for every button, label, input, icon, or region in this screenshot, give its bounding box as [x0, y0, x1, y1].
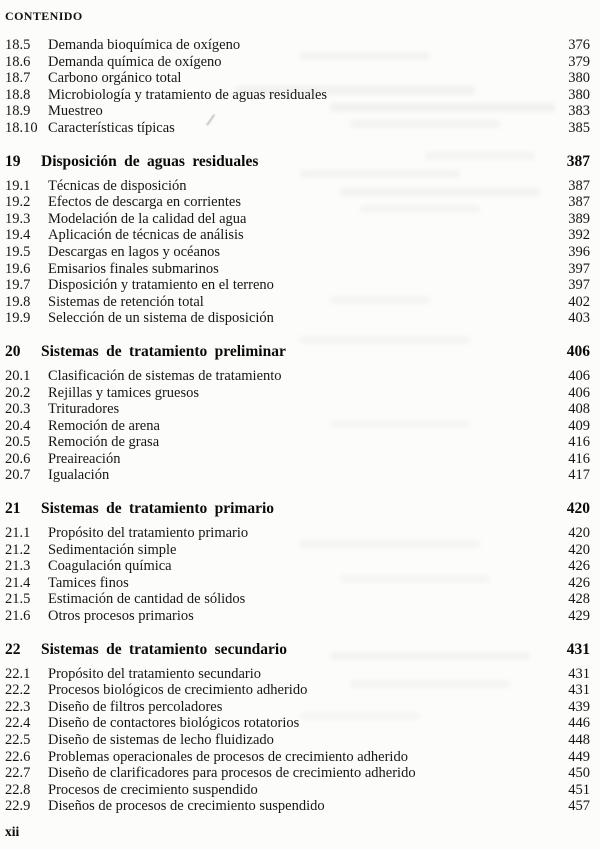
- entry-page-number: 402: [568, 293, 590, 310]
- entry-number: 21.1: [5, 525, 31, 542]
- entry-number: 22.8: [5, 781, 31, 798]
- toc-entry-row: [5, 699, 590, 716]
- entry-title: Diseño de contactores biológicos rotatorios: [48, 715, 300, 732]
- entry-title: Coagulación química: [48, 558, 172, 575]
- entry-title: Estimación de cantidad de sólidos: [48, 591, 246, 608]
- toc-entry-row: [5, 666, 590, 683]
- chapter-title: Sistemas de tratamiento primario: [41, 500, 275, 518]
- chapter-number: 22: [5, 640, 21, 658]
- entry-number: 22.1: [5, 665, 31, 682]
- entry-number: 20.7: [5, 467, 31, 484]
- toc-entry-row: [5, 103, 590, 120]
- entry-title: Remoción de grasa: [48, 434, 160, 451]
- entry-title: Muestreo: [48, 103, 103, 120]
- entry-title: Propósito del tratamiento primario: [48, 525, 249, 542]
- entry-page-number: 439: [568, 698, 590, 715]
- toc-entry-row: [5, 401, 590, 418]
- chapter-title: Sistemas de tratamiento preliminar: [41, 342, 286, 360]
- toc-entry-row: [5, 682, 590, 699]
- toc-entry-row: [5, 542, 590, 559]
- entry-number: 18.7: [5, 70, 31, 87]
- entry-number: 19.1: [5, 177, 31, 194]
- entry-page-number: 417: [568, 467, 590, 484]
- toc-section: [5, 343, 590, 484]
- entry-number: 21.6: [5, 608, 31, 625]
- entry-page-number: 376: [568, 37, 590, 53]
- entry-title: Procesos biológicos de crecimiento adherido: [48, 682, 308, 699]
- toc-entry-row: [5, 715, 590, 732]
- entry-page-number: 406: [568, 367, 590, 384]
- toc-entry-row: [5, 782, 590, 799]
- entry-page-number: 450: [568, 765, 590, 782]
- entry-number: 22.6: [5, 748, 31, 765]
- chapter-page-number: 387: [566, 152, 590, 170]
- toc-entry-row: [5, 368, 590, 385]
- toc-chapter-row: [5, 500, 590, 520]
- entry-page-number: 403: [568, 310, 590, 327]
- entry-title: Características típicas: [48, 119, 175, 136]
- entry-page-number: 383: [568, 103, 590, 120]
- entry-number: 18.5: [5, 37, 31, 53]
- entry-page-number: 420: [568, 541, 590, 558]
- entry-number: 21.3: [5, 558, 31, 575]
- entry-title: Rejillas y tamices gruesos: [48, 384, 200, 401]
- entry-title: Sistemas de retención total: [48, 293, 204, 310]
- entry-title: Preaireación: [48, 450, 121, 467]
- entry-number: 20.3: [5, 401, 31, 418]
- entry-title: Disposición y tratamiento en el terreno: [48, 277, 274, 294]
- toc-entry-row: [5, 434, 590, 451]
- entry-page-number: 397: [568, 277, 590, 294]
- chapter-page-number: 406: [566, 342, 590, 360]
- entry-title: Demanda bioquímica de oxígeno: [48, 37, 241, 53]
- entry-page-number: 406: [568, 384, 590, 401]
- toc-entry-row: [5, 608, 590, 625]
- toc-entry-row: [5, 525, 590, 542]
- toc-entry-row: [5, 558, 590, 575]
- toc-entry-row: [5, 37, 590, 54]
- toc-section: [5, 153, 590, 327]
- entry-number: 20.5: [5, 434, 31, 451]
- entry-number: 19.7: [5, 277, 31, 294]
- entry-number: 19.5: [5, 243, 31, 260]
- entry-number: 19.9: [5, 310, 31, 327]
- entry-title: Microbiología y tratamiento de aguas residuales: [48, 86, 328, 103]
- entry-number: 18.10: [5, 119, 38, 136]
- entry-page-number: 449: [568, 748, 590, 765]
- entry-page-number: 420: [568, 525, 590, 542]
- entry-title: Otros procesos primarios: [48, 608, 194, 625]
- entry-number: 19.4: [5, 227, 31, 244]
- entry-title: Trituradores: [48, 401, 120, 418]
- toc-entry-row: [5, 54, 590, 71]
- entry-page-number: 389: [568, 210, 590, 227]
- entry-number: 22.9: [5, 798, 31, 815]
- entry-page-number: 396: [568, 243, 590, 260]
- entry-number: 22.7: [5, 765, 31, 782]
- entry-page-number: 408: [568, 401, 590, 418]
- page-number-folio: xii: [5, 824, 20, 839]
- entry-title: Diseño de sistemas de lecho fluidizado: [48, 732, 274, 748]
- entry-page-number: 409: [568, 417, 590, 434]
- toc-entry-row: [5, 765, 590, 782]
- entry-page-number: 416: [568, 434, 590, 451]
- entry-title: Procesos de crecimiento suspendido: [48, 781, 258, 798]
- toc-entry-row: [5, 418, 590, 435]
- toc-entry-row: [5, 178, 590, 195]
- entry-title: Tamices finos: [48, 574, 129, 591]
- entry-number: 21.4: [5, 574, 31, 591]
- entry-page-number: 426: [568, 558, 590, 575]
- toc-chapter-row: [5, 641, 590, 661]
- entry-title: Carbono orgánico total: [48, 70, 182, 87]
- entry-number: 19.6: [5, 260, 31, 277]
- entry-title: Demanda química de oxígeno: [48, 53, 222, 70]
- entry-number: 21.5: [5, 591, 31, 608]
- toc-entry-row: [5, 211, 590, 228]
- entry-number: 18.9: [5, 103, 31, 120]
- entry-page-number: 392: [568, 227, 590, 244]
- entry-page-number: 385: [568, 119, 590, 136]
- toc-entry-row: [5, 385, 590, 402]
- entry-number: 21.2: [5, 541, 31, 558]
- chapter-page-number: 431: [566, 640, 590, 658]
- chapter-number: 20: [5, 342, 21, 360]
- entry-title: Selección de un sistema de disposición: [48, 310, 274, 327]
- toc-entry-row: [5, 451, 590, 468]
- entry-page-number: 429: [568, 608, 590, 625]
- entry-page-number: 451: [568, 781, 590, 798]
- entry-title: Aplicación de técnicas de análisis: [48, 227, 244, 244]
- chapter-number: 19: [5, 152, 21, 170]
- entry-title: Diseño de clarificadores para procesos de crecimiento adherido: [48, 765, 416, 782]
- entry-page-number: 379: [568, 53, 590, 70]
- entry-number: 20.6: [5, 450, 31, 467]
- toc-entry-row: [5, 591, 590, 608]
- entry-page-number: 446: [568, 715, 590, 732]
- entry-title: Emisarios finales submarinos: [48, 260, 219, 277]
- toc-entry-row: [5, 310, 590, 327]
- toc-chapter-row: [5, 343, 590, 363]
- entry-number: 19.8: [5, 293, 31, 310]
- entry-number: 19.3: [5, 210, 31, 227]
- entry-title: Descargas en lagos y océanos: [48, 243, 221, 260]
- entry-title: Diseño de filtros percoladores: [48, 698, 223, 715]
- entry-title: Diseños de procesos de crecimiento suspendido: [48, 798, 325, 815]
- toc-entry-row: [5, 749, 590, 766]
- toc-entry-row: [5, 261, 590, 278]
- chapter-page-number: 420: [566, 500, 590, 518]
- toc-entry-row: [5, 120, 590, 137]
- entry-page-number: 380: [568, 86, 590, 103]
- toc-entry-row: [5, 277, 590, 294]
- entry-title: Modelación de la calidad del agua: [48, 210, 247, 227]
- entry-page-number: 448: [568, 732, 590, 748]
- toc-entry-row: [5, 194, 590, 211]
- entry-number: 20.2: [5, 384, 31, 401]
- entry-title: Problemas operacionales de procesos de crecimiento adherido: [48, 748, 408, 765]
- entry-page-number: 387: [568, 194, 590, 211]
- entry-title: Efectos de descarga en corrientes: [48, 194, 241, 211]
- toc-section: [5, 37, 590, 137]
- toc-entry-row: [5, 244, 590, 261]
- toc-entry-row: [5, 732, 590, 749]
- entry-number: 22.5: [5, 732, 31, 748]
- toc-entry-row: [5, 87, 590, 104]
- toc-entry-row: [5, 575, 590, 592]
- entry-title: Técnicas de disposición: [48, 177, 187, 194]
- toc-entry-row: [5, 798, 590, 815]
- entry-number: 19.2: [5, 194, 31, 211]
- entry-number: 22.4: [5, 715, 31, 732]
- chapter-number: 21: [5, 500, 21, 518]
- entry-number: 18.8: [5, 86, 31, 103]
- entry-page-number: 387: [568, 177, 590, 194]
- chapter-title: Sistemas de tratamiento secundario: [41, 640, 287, 658]
- entry-page-number: 426: [568, 574, 590, 591]
- table-of-contents: [5, 37, 590, 815]
- toc-entry-row: [5, 70, 590, 87]
- entry-page-number: 428: [568, 591, 590, 608]
- entry-page-number: 431: [568, 665, 590, 682]
- page-running-header: CONTENIDO: [5, 9, 83, 23]
- entry-number: 22.2: [5, 682, 31, 699]
- entry-title: Igualación: [48, 467, 110, 484]
- entry-number: 22.3: [5, 698, 31, 715]
- entry-page-number: 416: [568, 450, 590, 467]
- entry-number: 20.4: [5, 417, 31, 434]
- toc-entry-row: [5, 227, 590, 244]
- entry-number: 20.1: [5, 367, 31, 384]
- entry-title: Sedimentación simple: [48, 541, 177, 558]
- entry-page-number: 431: [568, 682, 590, 699]
- toc-chapter-row: [5, 153, 590, 173]
- entry-page-number: 397: [568, 260, 590, 277]
- entry-title: Remoción de arena: [48, 417, 160, 434]
- entry-title: Clasificación de sistemas de tratamiento: [48, 367, 282, 384]
- entry-page-number: 457: [568, 798, 590, 815]
- entry-page-number: 380: [568, 70, 590, 87]
- entry-number: 18.6: [5, 53, 31, 70]
- toc-section: [5, 500, 590, 625]
- toc-entry-row: [5, 467, 590, 484]
- chapter-title: Disposición de aguas residuales: [41, 152, 259, 170]
- toc-section: [5, 641, 590, 815]
- entry-title: Propósito del tratamiento secundario: [48, 665, 262, 682]
- toc-entry-row: [5, 294, 590, 311]
